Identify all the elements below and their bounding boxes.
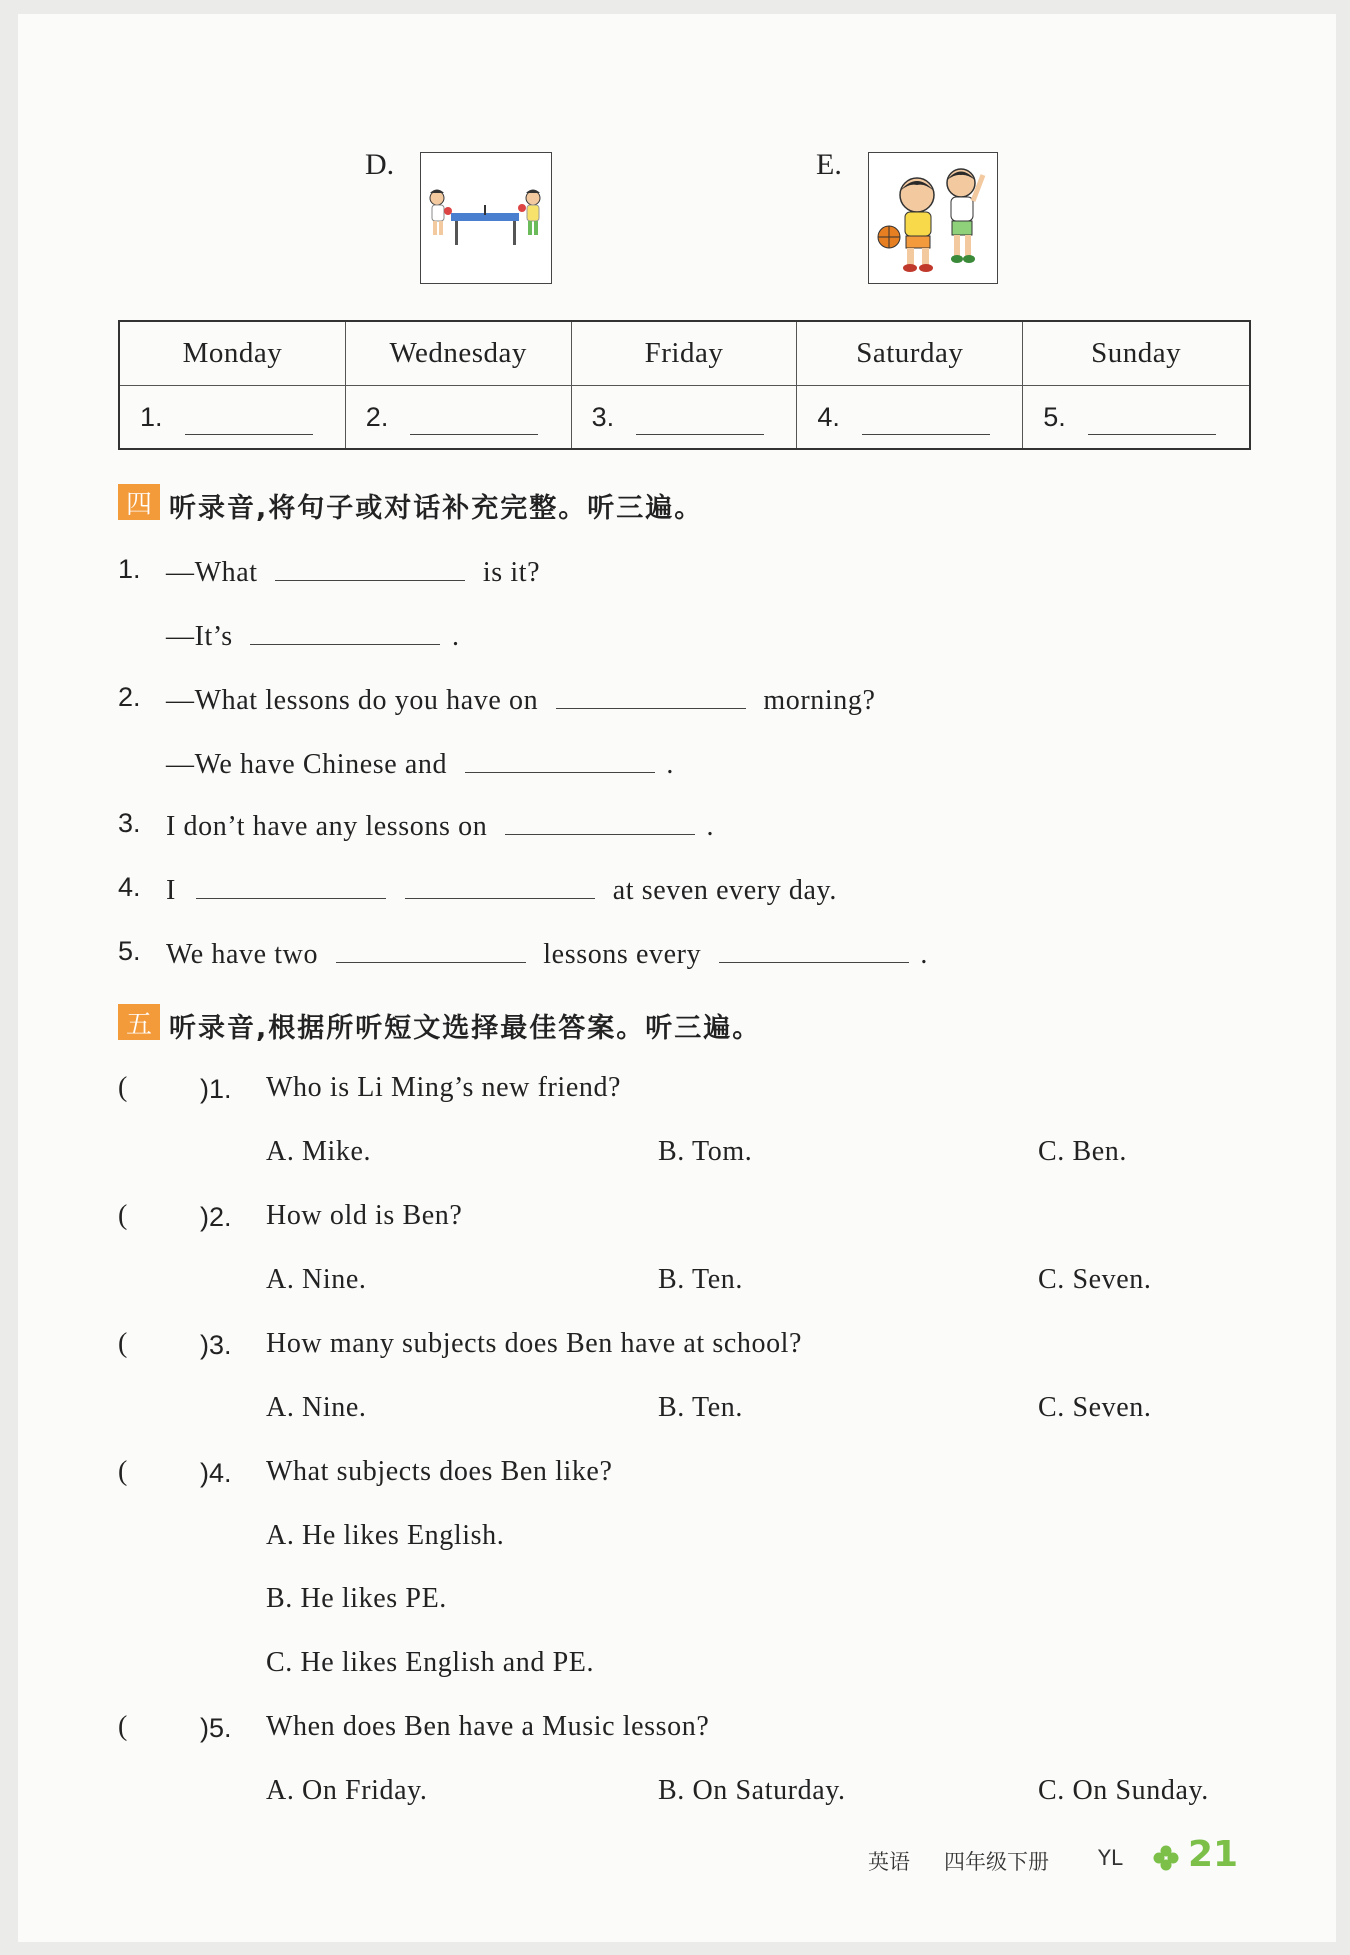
item-3-sentence [166, 806, 714, 843]
item-number: 5. [118, 936, 141, 966]
item-4-sentence [166, 870, 837, 907]
question-number: )5. [200, 1713, 232, 1743]
blank-number: 4. [817, 401, 840, 432]
question-number: )3. [200, 1330, 232, 1360]
picture-e-label: E. [816, 148, 842, 181]
question-text: morning? [763, 685, 876, 716]
item-number: 2. [118, 682, 141, 712]
option-b[interactable]: B. Ten. [658, 1392, 743, 1423]
option-b[interactable]: B. Tom. [658, 1136, 753, 1167]
schedule-blank-cell[interactable] [797, 386, 1023, 448]
schedule-table [118, 320, 1251, 450]
blank-number: 1. [140, 401, 163, 432]
section-5-badge: 五 [118, 1004, 160, 1040]
section-4-title: 听录音,将句子或对话补充完整。听三遍。 [169, 493, 704, 524]
day-header-wednesday: Wednesday [346, 322, 572, 386]
section-5-title: 听录音,根据所听短文选择最佳答案。听三遍。 [169, 1013, 762, 1044]
sentence-text: at seven every day. [612, 875, 837, 906]
item-2-answer [166, 744, 674, 781]
question-text: How old is Ben? [266, 1200, 463, 1231]
option-a[interactable]: A. Nine. [266, 1392, 367, 1423]
item-1-question [166, 552, 540, 589]
answer-paren[interactable]: ( [118, 1328, 128, 1359]
answer-blank[interactable] [185, 400, 313, 435]
answer-blank[interactable] [1088, 400, 1216, 435]
option-c[interactable]: C. Ben. [1038, 1136, 1127, 1167]
basketball-boys-icon [869, 153, 997, 283]
option-c[interactable]: C. On Sunday. [1038, 1775, 1209, 1806]
item-number: 3. [118, 808, 141, 838]
item-5-sentence [166, 934, 928, 971]
question-text: How many subjects does Ben have at school? [266, 1328, 803, 1359]
question-text: What subjects does Ben like? [266, 1456, 613, 1487]
footer-subject: 英语 [868, 1850, 910, 1874]
question-number: )1. [200, 1074, 232, 1104]
question-text: is it? [482, 557, 541, 588]
option-c[interactable]: C. Seven. [1038, 1392, 1152, 1423]
blank-number: 3. [591, 401, 615, 432]
answer-blank[interactable] [862, 400, 990, 435]
picture-d-label: D. [365, 148, 395, 181]
sentence-text: lessons every [543, 939, 702, 970]
answer-blank[interactable] [719, 934, 909, 963]
sentence-text: I [166, 875, 176, 906]
schedule-blank-cell[interactable] [120, 386, 346, 448]
clover-icon [1152, 1844, 1180, 1872]
answer-paren[interactable]: ( [118, 1200, 128, 1231]
option-a[interactable]: A. On Friday. [266, 1775, 428, 1806]
answer-blank[interactable] [636, 400, 764, 435]
option-a[interactable]: A. He likes English. [266, 1520, 505, 1551]
option-b[interactable]: B. On Saturday. [658, 1775, 846, 1806]
answer-text: . [452, 621, 460, 652]
option-c[interactable]: C. He likes English and PE. [266, 1647, 595, 1678]
question-text: Who is Li Ming’s new friend? [266, 1072, 622, 1103]
table-tennis-players-icon [421, 153, 551, 283]
answer-text: —It’s [166, 621, 233, 652]
sentence-text: . [706, 811, 715, 842]
answer-blank[interactable] [196, 870, 386, 899]
footer-grade: 四年级下册 [944, 1850, 1049, 1874]
question-number: )4. [200, 1458, 232, 1488]
item-number: 4. [118, 872, 141, 902]
option-b[interactable]: B. He likes PE. [266, 1583, 447, 1614]
option-a[interactable]: A. Nine. [266, 1264, 367, 1295]
option-c[interactable]: C. Seven. [1038, 1264, 1152, 1295]
answer-blank[interactable] [410, 400, 538, 435]
sentence-text: I don’t have any lessons on [166, 811, 488, 842]
item-number: 1. [118, 554, 141, 584]
answer-text: . [666, 749, 674, 780]
item-1-answer [166, 616, 460, 653]
blank-number: 5. [1043, 401, 1066, 432]
question-text: When does Ben have a Music lesson? [266, 1711, 710, 1742]
day-header-saturday: Saturday [797, 322, 1023, 386]
picture-e-basketball [868, 152, 998, 284]
picture-d-table-tennis [420, 152, 552, 284]
answer-paren[interactable]: ( [118, 1711, 128, 1742]
schedule-blank-cell[interactable] [572, 386, 798, 448]
page-number: 21 [1188, 1834, 1239, 1875]
answer-blank[interactable] [275, 552, 465, 581]
option-a[interactable]: A. Mike. [266, 1136, 372, 1167]
option-b[interactable]: B. Ten. [658, 1264, 743, 1295]
answer-paren[interactable]: ( [118, 1456, 128, 1487]
schedule-blank-cell[interactable] [346, 386, 572, 448]
workbook-page [18, 14, 1336, 1942]
answer-paren[interactable]: ( [118, 1072, 128, 1103]
answer-blank[interactable] [556, 680, 746, 709]
sentence-text: We have two [166, 939, 319, 970]
item-2-question [166, 680, 876, 717]
answer-text: —We have Chinese and [166, 749, 448, 780]
answer-blank[interactable] [336, 934, 526, 963]
footer-edition: YL [1098, 1846, 1123, 1870]
answer-blank[interactable] [250, 616, 440, 645]
day-header-friday: Friday [572, 322, 798, 386]
day-header-sunday: Sunday [1023, 322, 1249, 386]
day-header-monday: Monday [120, 322, 346, 386]
question-text: —What [166, 557, 258, 588]
answer-blank[interactable] [505, 806, 695, 835]
schedule-blank-cell[interactable] [1023, 386, 1249, 448]
question-number: )2. [200, 1202, 232, 1232]
sentence-text: . [920, 939, 929, 970]
answer-blank[interactable] [405, 870, 595, 899]
section-4-badge: 四 [118, 484, 160, 520]
blank-number: 2. [365, 401, 389, 432]
answer-blank[interactable] [465, 744, 655, 773]
question-text: —What lessons do you have on [166, 685, 539, 716]
